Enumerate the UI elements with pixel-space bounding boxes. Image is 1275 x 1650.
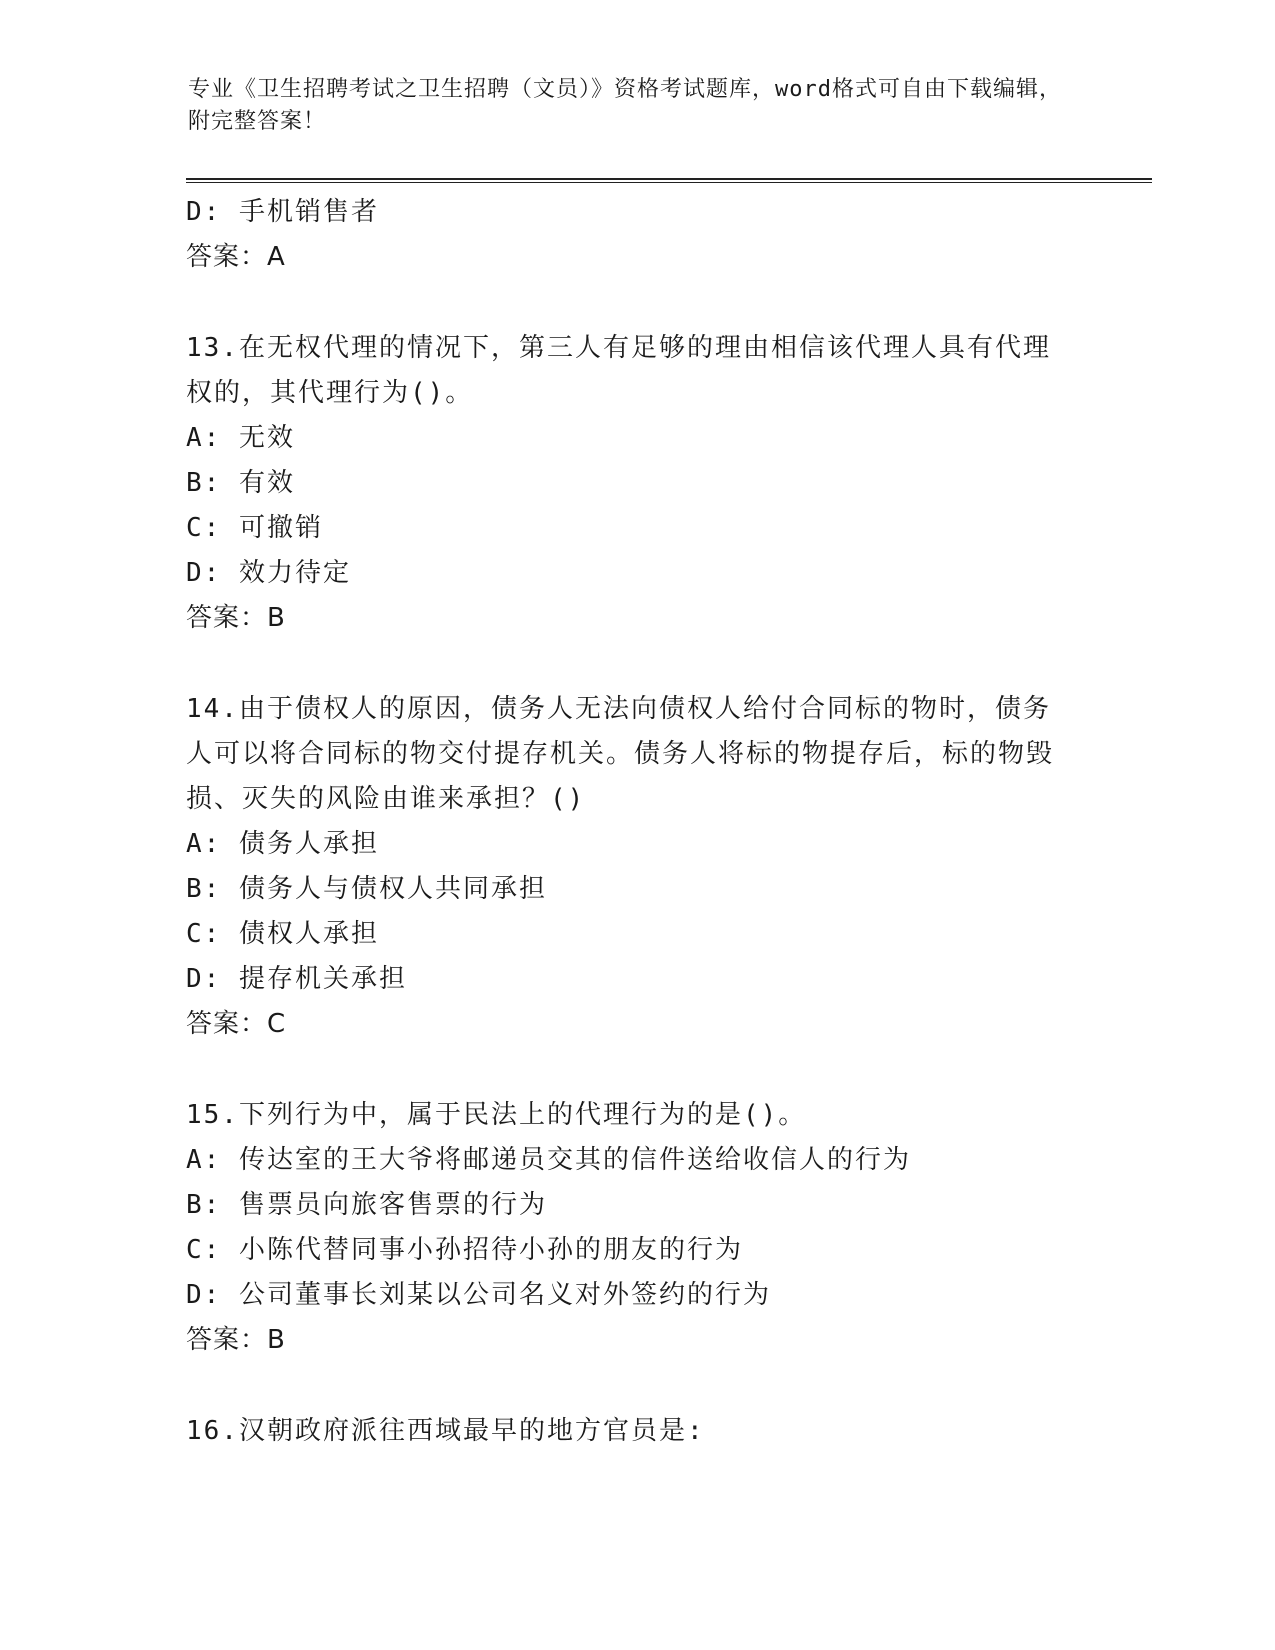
option-a: A: 传达室的王大爷将邮递员交其的信件送给收信人的行为	[186, 1145, 911, 1175]
question-stem: 14.由于债权人的原因，债务人无法向债权人给付合同标的物时，债务人可以将合同标的物交付提存机关。债务人将标的物提存后，标的物毁损、灭失的风险由谁来承担？()	[186, 694, 1055, 814]
option-d: D: 提存机关承担	[186, 964, 407, 994]
option-b: B: 债务人与债权人共同承担	[186, 874, 547, 904]
option-a: A: 无效	[186, 423, 295, 453]
question-13	[186, 326, 1086, 641]
option-b: B: 售票员向旅客售票的行为	[186, 1190, 547, 1220]
spacer	[186, 280, 1086, 326]
spacer	[186, 1363, 1086, 1409]
question-15	[186, 1093, 1086, 1363]
option-c: C: 小陈代替同事小孙招待小孙的朋友的行为	[186, 1235, 743, 1265]
question-16	[186, 1409, 1086, 1454]
answer-line: 答案：B	[186, 603, 286, 633]
answer-line: 答案：A	[186, 242, 286, 272]
option-d: D: 手机销售者	[186, 197, 379, 227]
question-list	[186, 190, 1086, 1454]
option-b: B: 有效	[186, 468, 295, 498]
document-header: 专业《卫生招聘考试之卫生招聘（文员）》资格考试题库，word格式可自由下载编辑，附完整答案！	[188, 77, 1062, 134]
answer-line: 答案：C	[186, 1009, 287, 1039]
question-stem: 13.在无权代理的情况下，第三人有足够的理由相信该代理人具有代理权的，其代理行为()。	[186, 333, 1051, 408]
question-stem: 15.下列行为中，属于民法上的代理行为的是()。	[186, 1100, 807, 1130]
answer-line: 答案：B	[186, 1325, 286, 1355]
option-c: C: 可撤销	[186, 513, 323, 543]
spacer	[186, 641, 1086, 687]
question-14	[186, 687, 1086, 1047]
spacer	[186, 1047, 1086, 1093]
header-divider	[186, 178, 1152, 183]
option-d: D: 效力待定	[186, 558, 351, 588]
question-stem: 16.汉朝政府派往西域最早的地方官员是:	[186, 1416, 705, 1446]
option-c: C: 债权人承担	[186, 919, 379, 949]
option-a: A: 债务人承担	[186, 829, 379, 859]
option-d: D: 公司董事长刘某以公司名义对外签约的行为	[186, 1280, 771, 1310]
